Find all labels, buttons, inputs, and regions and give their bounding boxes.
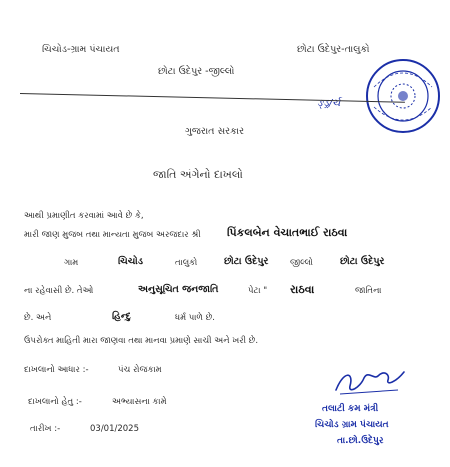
certify-line: ઉપરોક્ત માહિતી મારા જાણવા તથા માનવા પ્રમાણે સાચી અને ખરી છે.	[24, 336, 259, 346]
government-name: ગુજરાત સરકાર	[185, 126, 245, 137]
signature-icon	[330, 360, 410, 400]
purpose-label: દાખલાનો હેતુ :-	[28, 397, 82, 407]
taluka-value: છોટા ઉદેપુર	[224, 256, 269, 267]
body-line-1: આથી પ્રમાણીત કરવામાં આવે છે કે,	[24, 211, 144, 221]
gram-label: ગામ	[64, 258, 79, 268]
handwritten-number: ઙ્ડ્ર/ર્ચ	[317, 98, 341, 109]
header-divider	[20, 93, 405, 103]
resident-text: ના રહેવાસી છે. તેઓ	[24, 286, 94, 296]
religion-suffix: ધર્મ પાળે છે.	[175, 313, 216, 323]
religion: હિન્દુ	[112, 311, 131, 322]
basis-value: પંચ રોજકામ	[118, 365, 162, 375]
jillo-value: છોટા ઉદેપુર	[340, 256, 385, 267]
gram-value: ચિચોડ	[118, 256, 143, 267]
panchayat-name: ચિચોડ-ગ્રામ પંચાયત	[42, 44, 120, 55]
date-value: 03/01/2025	[90, 424, 139, 434]
body-line-2-prefix: મારી જાણ મુજબ તથા માન્યતા મુજબ અરજદાર શ્રી	[24, 230, 201, 240]
panchayat-seal-icon	[364, 57, 442, 135]
applicant-name: પિંકલબેન વેચાતભાઈ રાઠવા	[227, 226, 348, 239]
taluka-name: છોટા ઉદેપુર-તાલુકો	[297, 44, 370, 55]
stamp-line-3: તા.છો.ઉદેપુર	[337, 436, 384, 446]
date-label: તારીખ :-	[30, 424, 61, 434]
peta-label: પેટા "	[248, 286, 268, 296]
district-name: છોટા ઉદેપુર -જીલ્લો	[158, 66, 235, 77]
certificate-title: જાતિ અંગેનો દાખલો	[153, 168, 243, 181]
purpose-value: અભ્યાસના કામે	[112, 397, 167, 407]
basis-label: દાખલાનો આધાર :-	[24, 365, 89, 375]
stamp-line-1: તલાટી કમ મંત્રી	[322, 404, 379, 414]
caste-suffix: જાતિના	[355, 286, 382, 296]
chhe-ane: છે. અને	[24, 313, 52, 323]
jillo-label: જીલ્લો	[290, 258, 314, 268]
tribe-category: અનુસૂચિત જનજાતિ	[138, 284, 219, 295]
stamp-line-2: ચિચોડ ગ્રામ પંચાયત	[315, 420, 389, 430]
sub-caste: રાઠવા	[290, 283, 315, 296]
taluka-label: તાલુકો	[175, 258, 198, 268]
